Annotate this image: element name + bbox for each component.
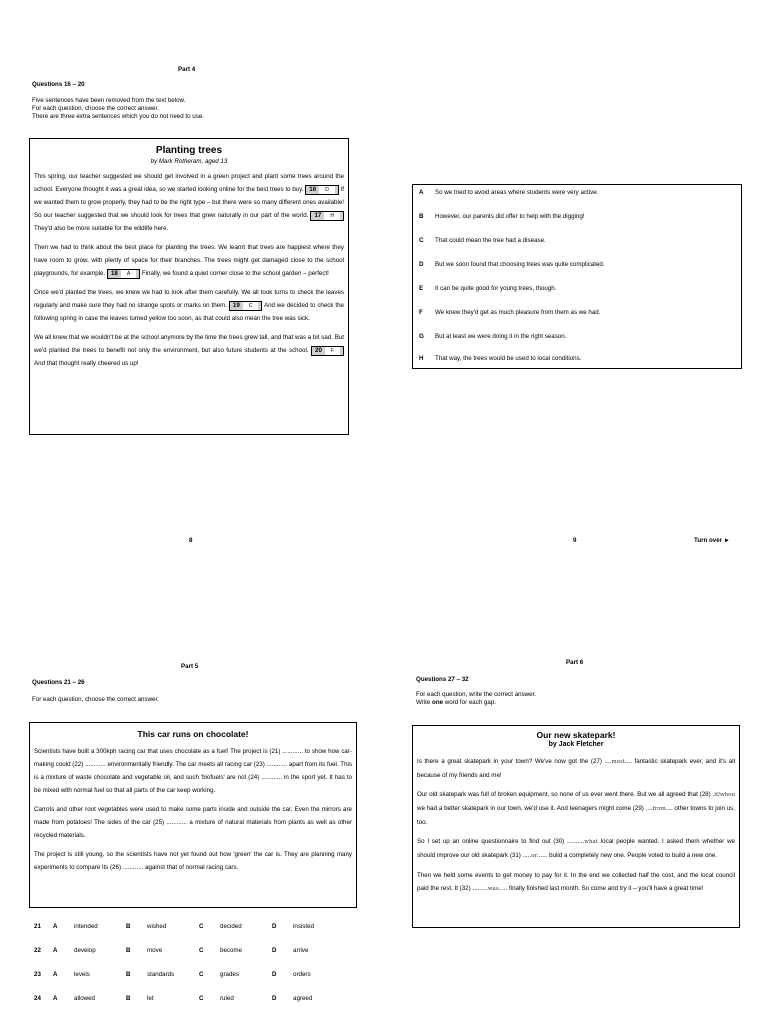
gap-answer: C xyxy=(243,302,259,310)
article-paragraph xyxy=(417,835,735,863)
choice-option[interactable]: wished xyxy=(147,923,167,931)
text: Once we'd planted the trees, we knew we had to look after them carefully. We all took turns to check the leaves regularly and make sure they had no strange spots or marks on them. xyxy=(34,289,344,310)
choice-letter[interactable]: B xyxy=(126,971,131,979)
emphasis: one xyxy=(432,698,444,706)
choice-row xyxy=(34,987,345,1011)
part6-questions: Questions 27 – 32 xyxy=(416,676,469,683)
choice-option[interactable]: let xyxy=(147,995,154,1003)
option-letter: F xyxy=(419,309,423,316)
option-letter: E xyxy=(419,285,424,292)
choice-option[interactable]: agreed xyxy=(293,995,313,1003)
part5-heading: Part 5 xyxy=(181,663,199,670)
gap-number: 18 xyxy=(110,269,118,277)
choice-letter[interactable]: D xyxy=(272,947,277,955)
choice-option[interactable]: standards xyxy=(147,971,175,979)
choice-letter[interactable]: C xyxy=(199,995,204,1003)
text: we had a better skatepark in our town, we'd use it. And teenagers might come (29) .... xyxy=(417,805,653,813)
handwritten-answer-27[interactable]: most xyxy=(611,759,626,766)
choice-letter[interactable]: B xyxy=(126,995,131,1003)
text: This spring, our teacher suggested we should get involved in a green project and plant some trees around the school. Everyone thought it was a great idea, so we started looking online for the best trees to buy. xyxy=(34,173,344,194)
option-letter: C xyxy=(419,237,424,244)
text: So I set up an online questionnaire to find out (30) .......... xyxy=(417,838,585,846)
choice-option[interactable]: develop xyxy=(74,947,96,955)
choice-option[interactable]: ruled xyxy=(220,995,234,1003)
choice-letter[interactable]: A xyxy=(53,947,58,955)
answer-choices-table xyxy=(34,915,345,1011)
option-text: So we tried to avoid areas where students were very active. xyxy=(435,189,599,196)
option-text: It can be quite good for young trees, though. xyxy=(435,285,557,292)
text: .... fantastic skatepark ever, and it's all because of my friends and me! xyxy=(417,758,735,780)
question-number: 22 xyxy=(34,947,41,955)
option-text: We knew they'd get as much pleasure from them as we had. xyxy=(435,309,601,316)
article-paragraph: The project is still young, so the scientists have not yet found out how 'green' the car is. They are planning many experiments to compare its (26) ............ against that of normal racing cars. xyxy=(34,850,352,871)
text: word for each gap. xyxy=(443,698,497,706)
text: Then we had to think about the best place for planting the trees. We learnt that trees are happiest where they have room to grow, with plenty of space for their branches. The trees might get damaged close to the school playgrounds, for example. xyxy=(34,244,344,278)
choice-row xyxy=(34,939,345,963)
choice-letter[interactable]: C xyxy=(199,923,204,931)
page-number: 9 xyxy=(573,537,577,544)
choice-option[interactable]: move xyxy=(147,947,163,955)
text: We all knew that we wouldn't be at the school anymore by the time the trees grew tall, and that was a bit sad. But we'd planted the trees to benefit not only the environment, but also future students at the school. xyxy=(34,334,344,355)
gap-number: 20 xyxy=(315,346,322,354)
article-title: Planting trees xyxy=(155,145,223,156)
text: local people wanted. I asked them whether we should improve our old skatepark (31) ..... xyxy=(417,838,735,860)
sentence-options-box xyxy=(412,184,742,369)
article-byline: by Mark Rotheram, aged 13 xyxy=(150,157,228,165)
part4-instructions xyxy=(32,97,204,120)
article-byline: by Jack Fletcher xyxy=(548,740,604,748)
article-paragraph xyxy=(34,286,344,325)
choice-letter[interactable]: B xyxy=(126,923,131,931)
skatepark-article xyxy=(412,725,740,928)
article-paragraph xyxy=(417,788,735,829)
text: ..... finally finished last month. So come and try it – you'll have a great time! xyxy=(498,885,704,893)
option-letter: H xyxy=(419,355,424,362)
chocolate-car-article xyxy=(29,722,357,908)
gap-answer: F xyxy=(325,347,340,355)
option-letter: A xyxy=(419,189,424,196)
text: Then we held some events to get money to pay for it. In the end we collected half the cost, and the local council paid the rest. It (32) ......... xyxy=(417,872,735,893)
gap-16[interactable] xyxy=(305,185,339,195)
choice-letter[interactable]: A xyxy=(53,971,58,979)
choice-letter[interactable]: B xyxy=(126,947,131,955)
option-text: But we soon found that choosing trees was quite complicated. xyxy=(435,261,605,268)
choice-option[interactable]: arrive xyxy=(293,947,309,955)
text: And we decided to check the following spring in case the leaves turned yellow too soon, as that could also mean the tree was sick. xyxy=(34,302,344,323)
text: If we wanted them to grow properly, they had to be the right type – but there were so many different ones available! So our teacher suggested that we should look for trees that grew naturally in our part of the world. xyxy=(34,186,344,220)
article-paragraph: Scientists have built a 300kph racing car that uses chocolate as a fuel! The project is (21) ............ to show how car-making could (22) ............ environmentally friendly. The car meets all racing car (23) ............ apart from its fuel. This is a mixture of waste chocolate and vegetable oil, and such 'biofuels' are not (24) ............ in the sport yet. It has to be mixed with normal fuel so that all parts of the car keep working. xyxy=(34,747,352,794)
option-text: However, our parents did offer to help with the digging! xyxy=(435,213,585,220)
choice-letter[interactable]: A xyxy=(53,923,58,931)
choice-option[interactable]: intended xyxy=(74,923,98,931)
article-paragraph xyxy=(34,170,344,235)
gap-number: 16 xyxy=(309,185,317,193)
option-text: That way, the trees would be used to local conditions. xyxy=(435,355,582,362)
instruction-line xyxy=(416,699,536,707)
text: They'd also be more suitable for the wildlife here. xyxy=(34,225,169,233)
handwritten-answer-31[interactable]: or xyxy=(531,853,538,860)
part5-questions: Questions 21 – 26 xyxy=(32,679,85,686)
text: Finally, we found a quiet corner close to the school garden – perfect! xyxy=(141,270,329,278)
gap-number: 17 xyxy=(314,211,322,219)
handwritten-answer-30[interactable]: what xyxy=(584,839,599,846)
gap-answer: H xyxy=(324,212,340,220)
gap-answer: D xyxy=(319,186,335,194)
choice-option[interactable]: become xyxy=(220,947,243,955)
gap-19[interactable] xyxy=(229,301,263,311)
instruction-line: For each question, choose the correct answer. xyxy=(32,104,159,112)
article-paragraph xyxy=(417,755,735,782)
gap-18[interactable] xyxy=(107,269,140,279)
option-letter: B xyxy=(419,213,424,220)
choice-letter[interactable]: A xyxy=(53,995,58,1003)
part4-questions: Questions 16 – 20 xyxy=(32,81,85,88)
gap-20[interactable] xyxy=(311,346,344,356)
choice-row xyxy=(34,963,345,987)
choice-option[interactable]: allowed xyxy=(74,995,95,1003)
turn-over-label: Turn over ► xyxy=(694,537,730,544)
planting-trees-article xyxy=(29,138,349,435)
text: .... other towns to join us, too. xyxy=(417,805,735,827)
choice-option[interactable]: grades xyxy=(220,971,239,979)
part6-heading: Part 6 xyxy=(566,659,584,666)
option-letter: D xyxy=(419,261,424,268)
option-text: That could mean the tree had a disease. xyxy=(435,237,546,244)
article-paragraph xyxy=(34,331,344,370)
choice-letter[interactable]: D xyxy=(272,971,277,979)
choice-letter[interactable]: C xyxy=(199,971,204,979)
option-text: But at least we were doing it in the right season. xyxy=(435,333,567,340)
page-number: 8 xyxy=(189,537,193,544)
article-title: This car runs on chocolate! xyxy=(137,729,249,739)
gap-17[interactable] xyxy=(310,211,344,221)
instruction-line: For each question, write the correct answer. xyxy=(416,691,537,698)
choice-letter[interactable]: C xyxy=(199,947,204,955)
article-paragraph: Carrots and other root vegetables were used to make some parts inside and outside the car. Even the mirrors are made from potatoes! The sides of the car (25) ............ a mixture of natural materials from plants as well as other recycled materials. xyxy=(34,805,352,839)
gap-number: 19 xyxy=(232,301,240,309)
instruction-line: There are three extra sentences which you do not need to use. xyxy=(32,112,204,120)
choice-letter[interactable]: D xyxy=(272,923,277,931)
article-paragraph xyxy=(34,241,344,280)
option-letter: G xyxy=(419,333,424,340)
choice-letter[interactable]: D xyxy=(272,995,277,1003)
question-number: 23 xyxy=(34,971,41,979)
text: And that thought really cheered us up! xyxy=(34,360,139,368)
text: ...... build a completely new one. People voted to build a new one. xyxy=(537,852,718,860)
instruction-line: Five sentences have been removed from the text below. xyxy=(32,97,186,104)
choice-option[interactable]: orders xyxy=(293,971,311,979)
choice-row xyxy=(34,915,345,939)
part5-instructions: For each question, choose the correct answer. xyxy=(32,696,159,703)
part6-instructions xyxy=(416,691,536,707)
article-paragraph xyxy=(417,869,735,896)
handwritten-answer-32[interactable]: was xyxy=(487,886,499,893)
article-title: Our new skatepark! xyxy=(536,730,616,740)
choice-option[interactable]: insisted xyxy=(293,923,314,931)
part4-heading: Part 4 xyxy=(178,66,196,73)
handwritten-answer-28[interactable]: if/when xyxy=(714,792,735,799)
choice-option[interactable]: decided xyxy=(220,923,242,931)
gap-answer: A xyxy=(121,270,136,278)
handwritten-answer-29[interactable]: from xyxy=(652,806,666,813)
choice-option[interactable]: levels xyxy=(74,971,90,979)
question-number: 24 xyxy=(34,995,41,1003)
question-number: 21 xyxy=(34,923,41,931)
text: Write xyxy=(416,698,433,706)
text: Our old skatepark was full of broken equipment, so none of us ever went there. But we all agreed that (28) . xyxy=(417,791,715,799)
text: Is there a great skatepark in your town? We've now got the (27) .... xyxy=(417,758,612,766)
